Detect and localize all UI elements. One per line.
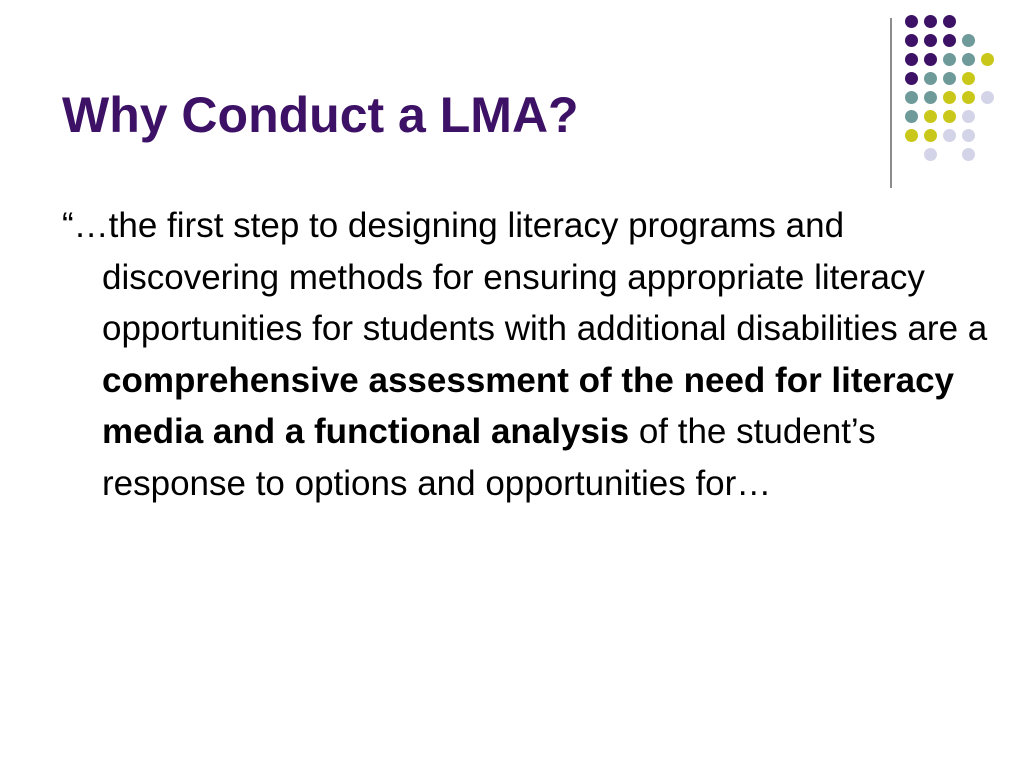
decorative-dot — [943, 34, 956, 47]
slide-title: Why Conduct a LMA? — [62, 87, 579, 143]
decorative-dot — [924, 72, 937, 85]
decorative-dot — [943, 15, 956, 28]
decorative-dot — [962, 110, 975, 123]
decorative-dot — [962, 72, 975, 85]
decorative-dot — [943, 110, 956, 123]
decorative-dot — [962, 148, 975, 161]
decorative-dot — [943, 72, 956, 85]
decorative-dot — [905, 110, 918, 123]
divider-line — [890, 18, 892, 188]
decorative-dot — [962, 129, 975, 142]
decorative-dot — [924, 148, 937, 161]
decorative-dot — [924, 53, 937, 66]
dot-grid-decoration — [905, 15, 1015, 165]
decorative-dot — [924, 91, 937, 104]
decorative-dot — [962, 91, 975, 104]
decorative-dot — [924, 129, 937, 142]
decorative-dot — [981, 53, 994, 66]
decorative-dot — [943, 91, 956, 104]
decorative-dot — [924, 34, 937, 47]
decorative-dot — [943, 53, 956, 66]
decorative-dot — [905, 34, 918, 47]
quote-text-start: “…the first step to designing literacy programs and discovering methods for ensuring appropriate literacy opportunities for students with additional disabilities are a — [62, 206, 988, 348]
quote-emphasis: comprehensive assessment of the need for literacy media and a functional analysis — [102, 360, 954, 451]
decorative-dot — [924, 110, 937, 123]
quote-paragraph — [62, 200, 1002, 509]
decorative-dot — [905, 91, 918, 104]
decorative-dot — [905, 72, 918, 85]
decorative-dot — [962, 53, 975, 66]
decorative-dot — [905, 129, 918, 142]
decorative-dot — [943, 129, 956, 142]
decorative-dot — [962, 34, 975, 47]
decorative-dot — [981, 91, 994, 104]
decorative-dot — [905, 15, 918, 28]
decorative-dot — [924, 15, 937, 28]
quote-text-end: of the student’s response to options and opportunities for… — [102, 412, 876, 503]
decorative-dot — [905, 53, 918, 66]
